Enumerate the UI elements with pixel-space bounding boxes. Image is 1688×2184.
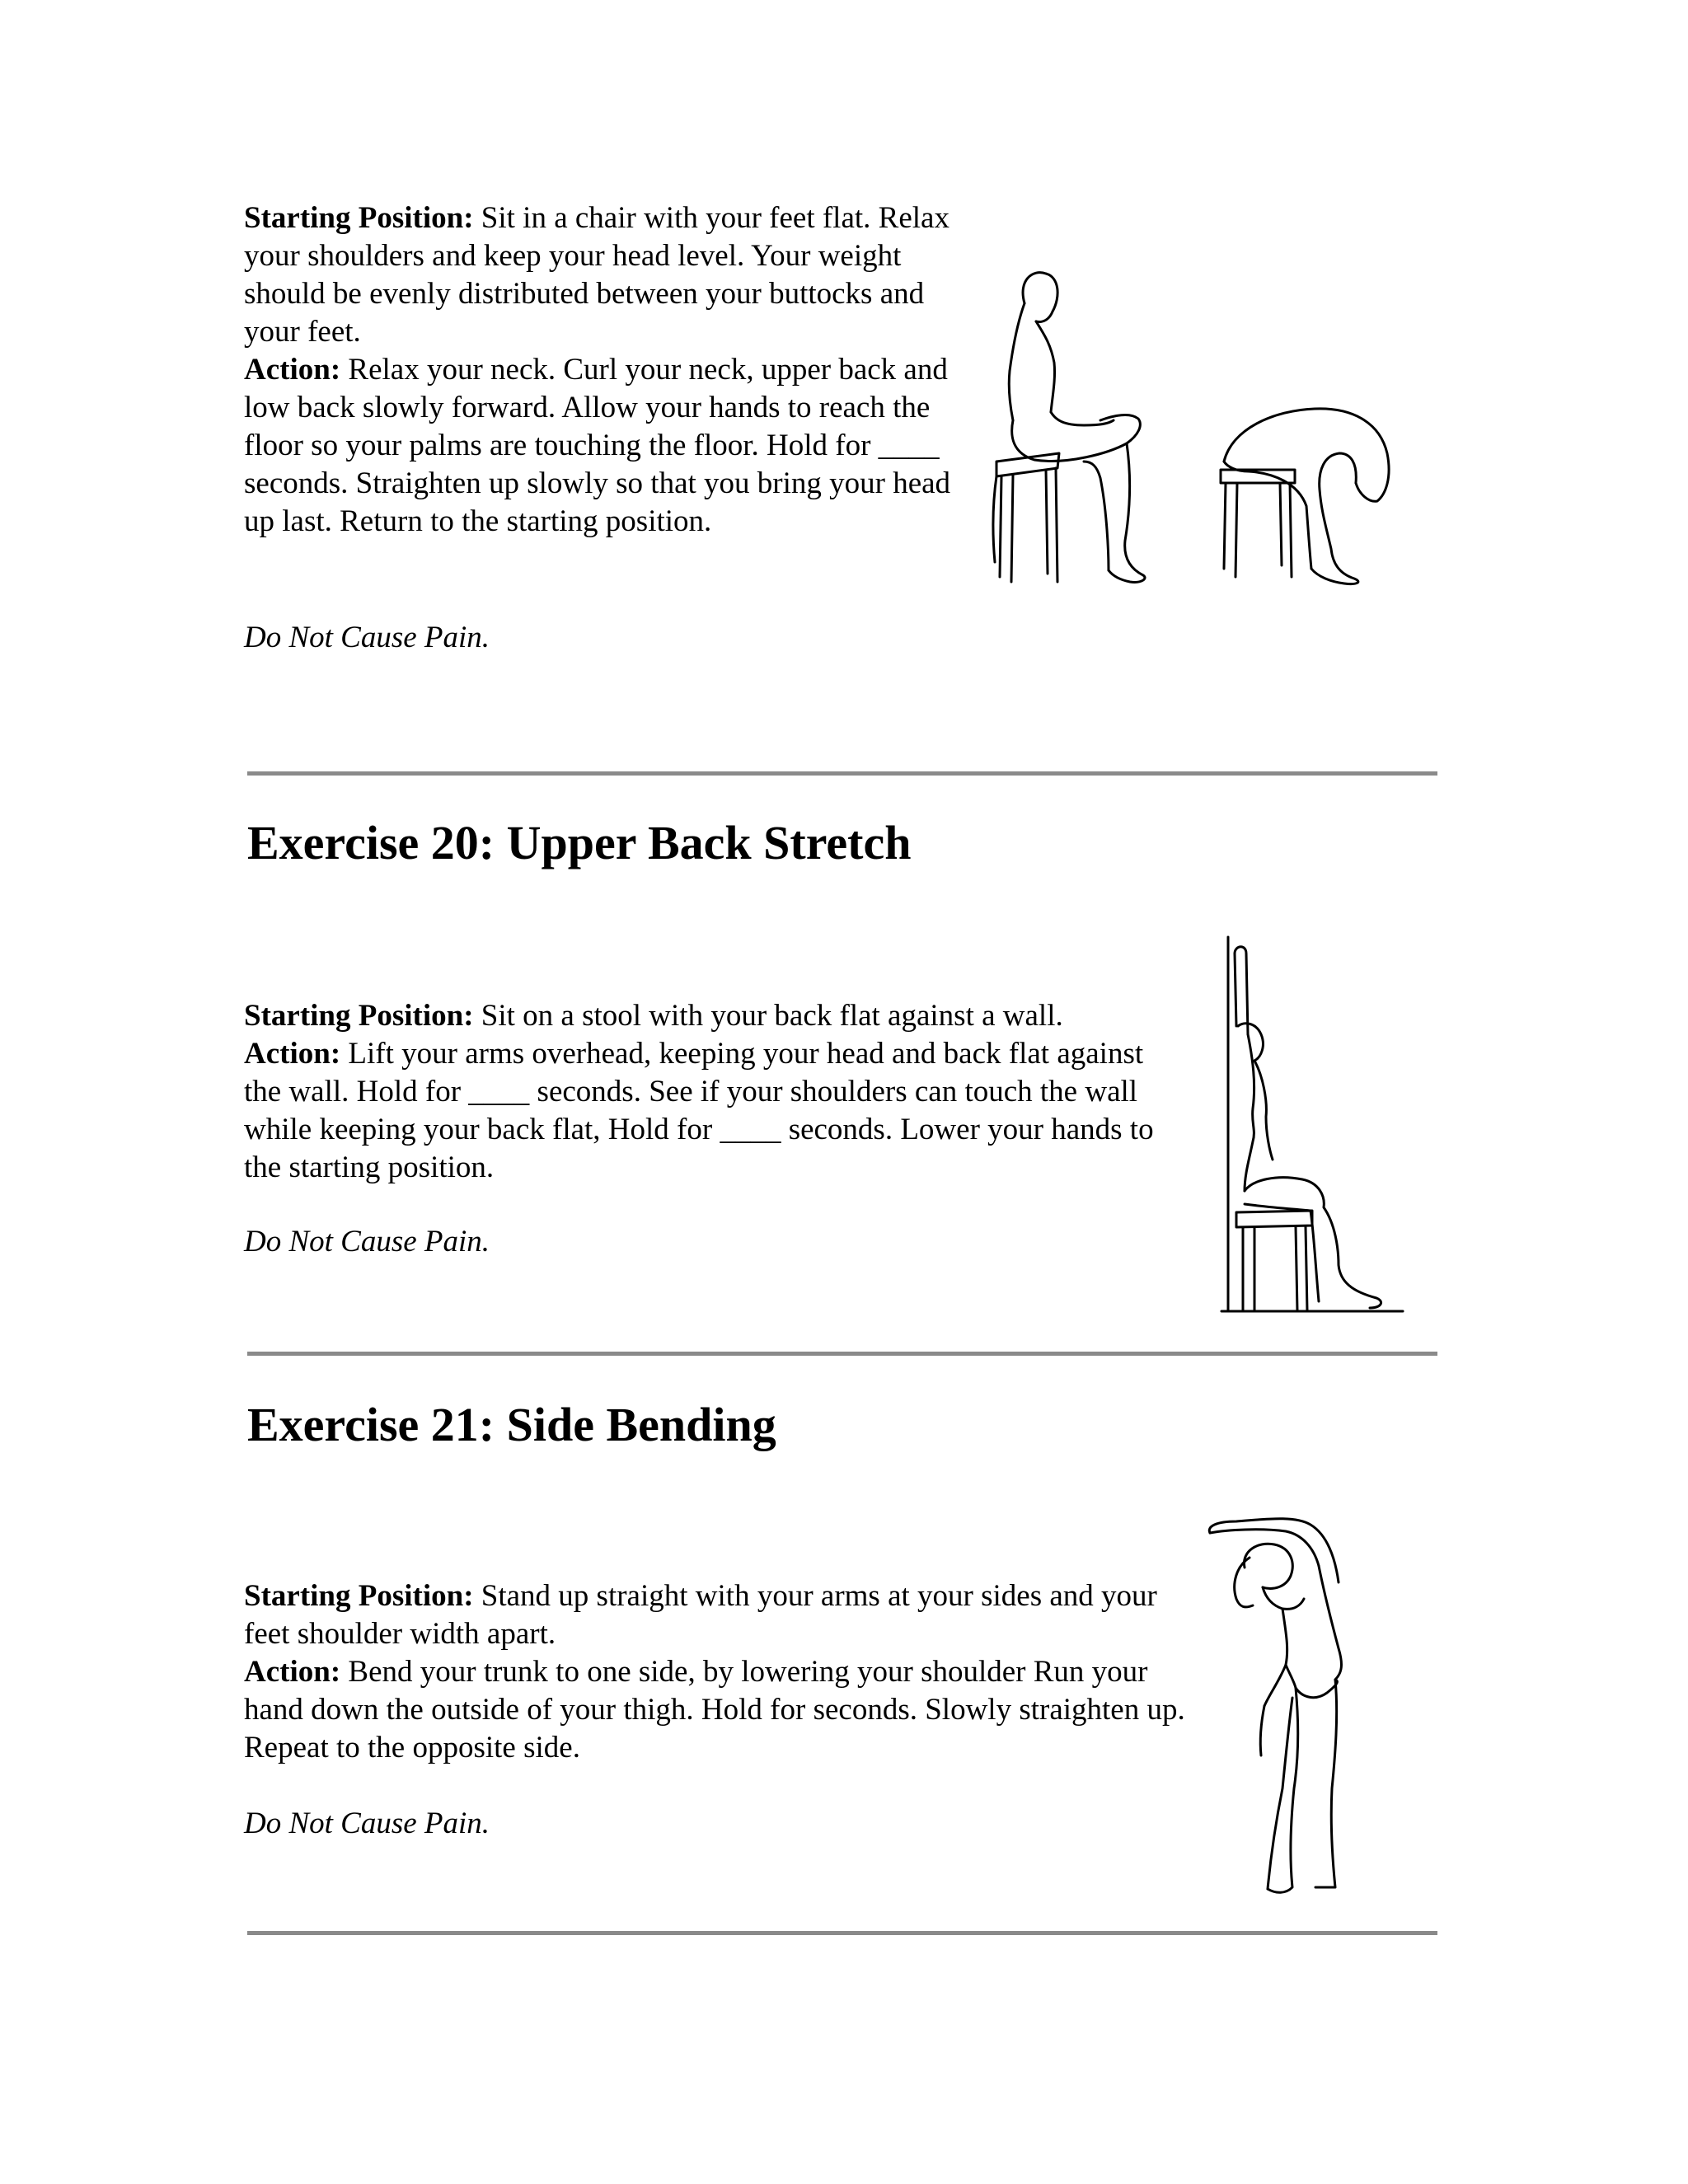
starting-position-text: Stand up straight with your arms at your sides and your feet shoulder width apart. (244, 1579, 1157, 1651)
seated-woman-illustration (985, 264, 1150, 585)
section-divider (247, 1352, 1437, 1356)
curled-forward-illustration (1216, 404, 1397, 585)
starting-position-label: Starting Position: (244, 1579, 474, 1613)
exercise-20-title: Exercise 20: Upper Back Stretch (247, 816, 912, 869)
exercise-20-instructions (244, 997, 1167, 1187)
action-label: Action: (244, 1655, 341, 1689)
action-text: Bend your trunk to one side, by lowering your shoulder Run your hand down the outside of your thigh. Hold for seconds. Slowly straighten up. Repeat to the opposite side. (244, 1655, 1185, 1765)
starting-position-label: Starting Position: (244, 999, 474, 1033)
pain-warning: Do Not Cause Pain. (244, 1807, 490, 1840)
pain-warning: Do Not Cause Pain. (244, 1225, 490, 1258)
action-text: Relax your neck. Curl your neck, upper back and low back slowly forward. Allow your hands to reach the floor so your palms are touching the floor. Hold for ____ seconds. Straighten up slowly so that you bring your head up last. Return to the starting position. (244, 353, 951, 538)
exercise-21-instructions (244, 1577, 1192, 1767)
starting-position-text: Sit on a stool with your back flat against a wall. (473, 999, 1063, 1033)
starting-position-label: Starting Position: (244, 201, 474, 235)
starting-position-text: Sit in a chair with your feet flat. Relax your shoulders and keep your head level. Your weight should be evenly distributed between your buttocks and your feet. (244, 201, 950, 349)
pain-warning: Do Not Cause Pain. (244, 621, 490, 654)
upper-back-stretch-illustration (1220, 935, 1409, 1315)
section-divider (247, 1931, 1437, 1935)
section-divider (247, 771, 1437, 776)
action-label: Action: (244, 353, 341, 387)
action-label: Action: (244, 1037, 341, 1071)
exercise-21-title: Exercise 21: Side Bending (247, 1398, 776, 1451)
side-bending-illustration (1203, 1508, 1418, 1904)
top-instructions (244, 199, 969, 541)
action-text: Lift your arms overhead, keeping your head and back flat against the wall. Hold for ____ seconds. See if your shoulders can touch the wall while keeping your back flat, Hold for ____ seconds. Lower your hands to the starting position. (244, 1037, 1154, 1184)
